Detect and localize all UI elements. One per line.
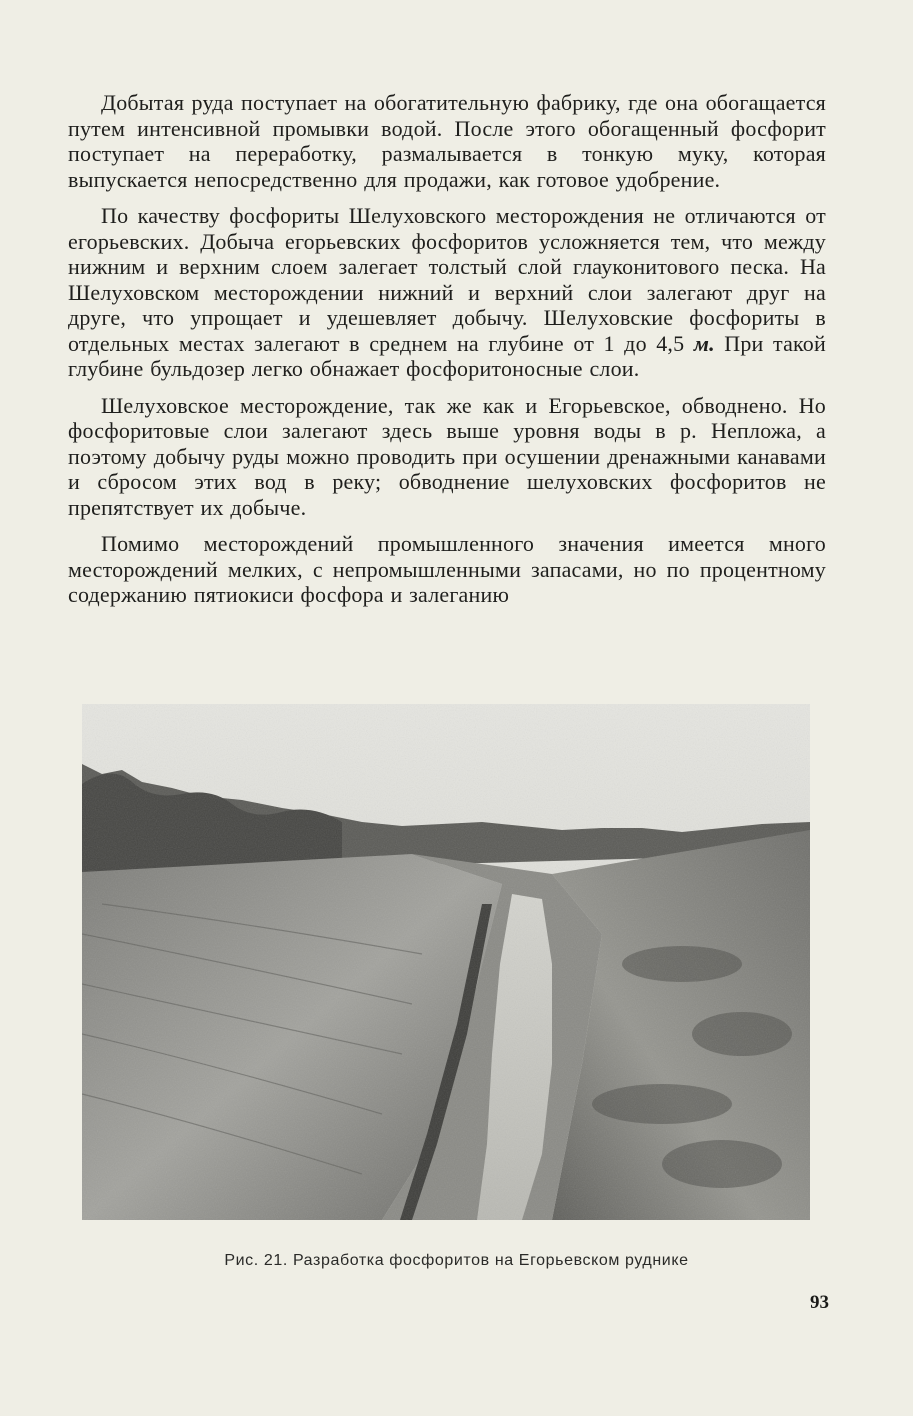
- paragraph-2-text: По качеству фосфориты Шелуховского месторождения не отличаются от егорьевских. Добыча егорьевских фосфоритов усложняется тем, что между нижним и верхним слоем залегает толстый слой глауконитового песка. На Шелуховском месторождении нижний и верхний слои залегают друг на друге, что упрощает и удешевляет добычу. Шелуховские фосфориты в отдельных местах залегают в среднем на глубине от 1 до 4,5: [68, 203, 826, 356]
- paragraph-4: Помимо месторождений промышленного значения имеется много месторождений мелких, с непромышленными запасами, но по процентному содержанию пятиокиси фосфора и залеганию: [68, 531, 826, 607]
- body-text: [68, 90, 826, 619]
- paragraph-2: [68, 203, 826, 382]
- page-number: 93: [810, 1292, 829, 1313]
- figure-caption: Рис. 21. Разработка фосфоритов на Егорьевском руднике: [224, 1252, 689, 1269]
- quarry-photograph: [82, 704, 810, 1220]
- paragraph-1: Добытая руда поступает на обогатительную фабрику, где она обогащается путем интенсивной промывки водой. После этого обогащенный фосфорит поступает на переработку, размалывается в тонкую муку, которая выпускается непосредственно для продажи, как готовое удобрение.: [68, 90, 826, 192]
- paragraph-2-tail: При такой глубине бульдозер легко обнажает фосфоритоносные слои.: [68, 330, 826, 381]
- unit-meters: м.: [693, 330, 715, 356]
- quarry-photo-illustration: [82, 704, 810, 1220]
- paragraph-3: Шелуховское месторождение, так же как и Егорьевское, обводнено. Но фосфоритовые слои залегают здесь выше уровня воды в р. Непложа, а поэтому добычу руды можно проводить при осушении дренажными канавами и сбросом этих вод в реку; обводнение шелуховских фосфоритов не препятствует их добыче.: [68, 392, 826, 520]
